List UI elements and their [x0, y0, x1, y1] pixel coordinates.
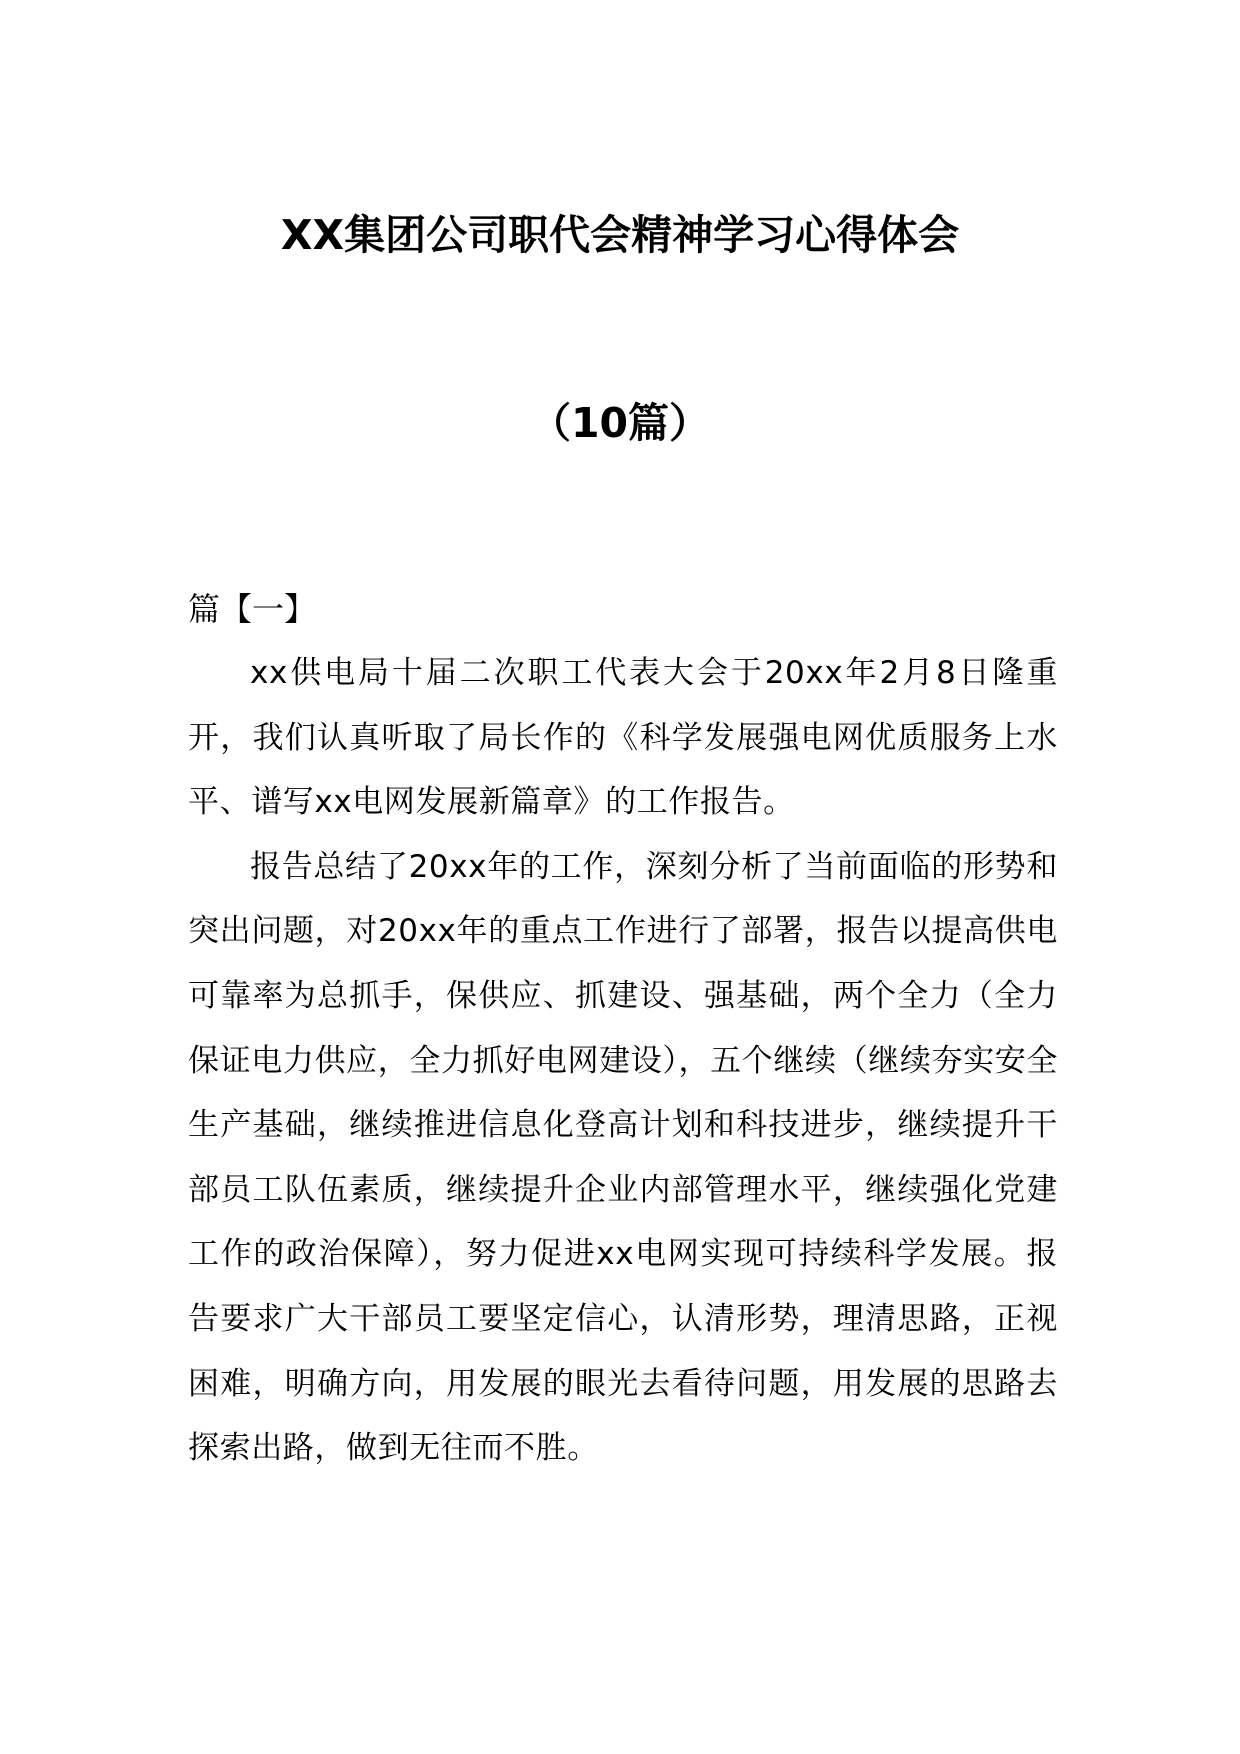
document-subtitle: （10篇） [529, 399, 711, 447]
paragraph-1: xx供电局十届二次职工代表大会于20xx年2月8日隆重开，我们认真听取了局长作的《科学发展强电网优质服务上水平、谱写xx电网发展新篇章》的工作报告。 [188, 655, 1058, 821]
document-title: XX集团公司职代会精神学习心得体会 [280, 211, 960, 259]
section-heading: 篇【一】 [188, 590, 317, 628]
document-body [188, 577, 1058, 1481]
paragraph-2: 报告总结了20xx年的工作，深刻分析了当前面临的形势和突出问题，对20xx年的重点工作进行了部署，报告以提高供电可靠率为总抓手，保供应、抓建设、强基础，两个全力（全力保证电力供应，全力抓好电网建设），五个继续（继续夯实安全生产基础，继续推进信息化登高计划和科技进步，继续提升干部员工队伍素质，继续提升企业内部管理水平，继续强化党建工作的政治保障），努力促进xx电网实现可持续科学发展。报告要求广大干部员工要坚定信心，认清形势，理清思路，正视困难，明确方向，用发展的眼光去看待问题，用发展的思路去探索出路，做到无往而不胜。 [188, 848, 1058, 1467]
